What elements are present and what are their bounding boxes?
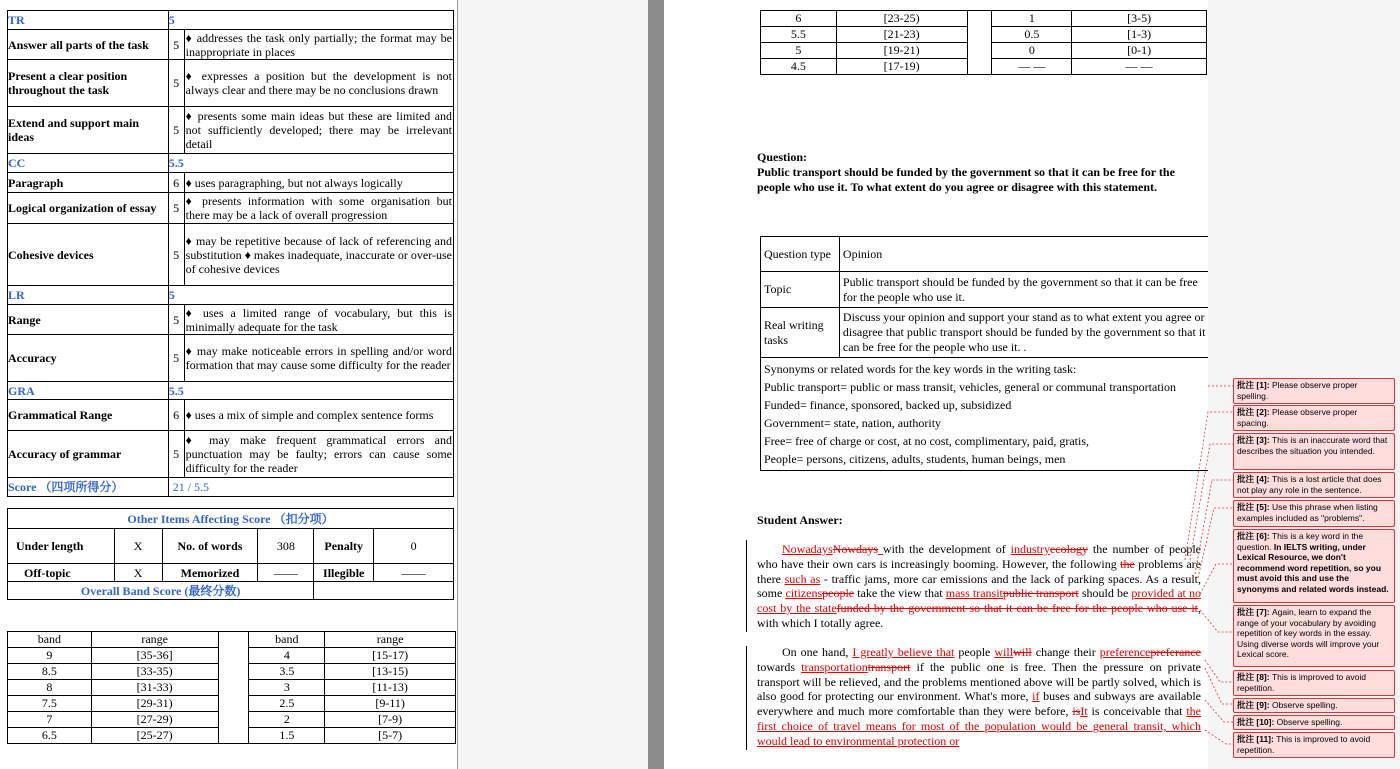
connector-line [1205,660,1233,682]
comment-6[interactable] [1233,529,1395,603]
comment-2[interactable] [1233,405,1395,431]
illegible-label: Illegible [314,564,374,582]
comment-tag: 批注 [4]: [1237,474,1270,484]
comment-7[interactable] [1233,605,1395,667]
comment-text: Observe spelling. [1274,717,1343,727]
essay-text: is conceivable that [1087,704,1187,719]
band-value: 1.5 [249,728,325,744]
comment-tag: 批注 [10]: [1237,717,1275,727]
essay-text: people [954,645,995,659]
comment-text: This is a lost article that does not play any role in the sentence. [1237,474,1382,495]
comment-text: This is improved to avoid repetition. [1237,672,1366,693]
essay-text: with the development of [882,542,1011,556]
essay-text: On one hand, [782,645,853,659]
cc-label: CC [8,154,169,173]
band-value: 4 [249,648,325,664]
insertion: if [1032,689,1040,704]
overall-band-label: Overall Band Score (最终分数) [8,582,314,600]
penalty-label: Penalty [314,529,374,564]
band-value: 2 [249,712,325,728]
band-value: 7 [8,712,92,728]
comment-tag: 批注 [1]: [1237,380,1270,390]
insertion: It [1080,704,1088,719]
band-value: 0 [992,43,1072,59]
range-value: [9-11) [325,696,456,712]
comment-text: Please observe proper spacing. [1237,407,1358,428]
deletion: Nowdays [832,542,878,556]
connector-line [1205,700,1233,722]
connector-line [1205,730,1233,744]
criterion-score: 5 [168,193,184,224]
synonym-line: Funded= finance, sponsored, backed up, subsidized [764,398,1012,412]
comment-4[interactable] [1233,472,1395,498]
connector-line [1205,668,1233,704]
comment-text: This is a key word in the question. [1237,531,1364,552]
band-value: 8 [8,680,92,696]
deletion: transport [867,659,911,674]
tr-score: 5 [168,11,453,30]
off-topic-label: Off-topic [8,564,115,582]
real-task-value: Discuss your opinion and support your stand as to what extent you agree or disagree that public transport should be funded by the government so that it can be free for the people who use it. . [839,308,1208,358]
essay-text: change their [1031,645,1100,659]
insertion: the first choice of travel means for most of the population would be general transit, which would lead to environmental protection or [757,704,1201,748]
cc-score: 5.5 [168,154,453,173]
criterion-label: Accuracy of grammar [8,431,169,478]
comment-text: Use this phrase when listing examples included as "problems". [1237,502,1378,523]
criterion-desc: ♦ presents information with some organisation but there may be a lack of overall progression [185,194,452,222]
range-value: — — [1072,59,1207,75]
range-value: [27-29) [91,712,218,728]
other-items-heading: Other Items Affecting Score （扣分项） [8,509,454,529]
real-task-label: Real writing tasks [761,308,840,358]
synonyms-title: Synonyms or related words for the key words in the writing task: [764,362,1077,376]
essay-text: take the view that [854,586,946,601]
criterion-score: 6 [168,400,184,431]
range-value: [3-5) [1072,11,1207,27]
comment-tag: 批注 [7]: [1237,607,1270,617]
question-type-value: Opinion [839,237,1208,272]
criterion-score: 5 [168,335,184,382]
connector-line [1185,412,1233,560]
range-value: [7-9) [325,712,456,728]
connector-line [1200,610,1233,632]
band-value: 3 [249,680,325,696]
gra-score: 5.5 [168,382,453,400]
comment-tag: 批注 [9]: [1237,700,1270,710]
gra-label: GRA [8,382,169,400]
band-value: 8.5 [8,664,92,680]
under-length-label: Under length [8,529,115,564]
deletion: is [1072,704,1081,719]
question-heading: Question: [757,150,808,164]
penalty-value: 0 [374,529,454,564]
range-value: [0-1) [1072,43,1207,59]
comment-9[interactable] [1233,698,1395,713]
comment-text: This is an inaccurate word that describes the situation you intended. [1237,435,1388,456]
comment-8[interactable] [1233,670,1395,696]
criterion-score: 5 [168,224,184,286]
criterion-desc: ♦ may make noticeable errors in spelling and/or word formation that may cause some difficulty for the reader [184,335,453,382]
essay-text: the number of people who have their own cars is increasingly booming. However, the following [757,542,1201,571]
comment-emphasis: In IELTS writing, under Lexical Resource, we don't recommend word repetition, so you must avoid this and use the synonyms and related words instead. [1237,541,1389,594]
comment-text: Again, learn to expand the range of your vocabulary by avoiding repetition of key words in the essay. Using diverse words will improve your Lexical score. [1237,607,1380,659]
range-value: [23-25) [836,11,967,27]
comment-10[interactable] [1233,715,1395,730]
synonym-line: Government= state, nation, authority [764,416,942,430]
criterion-desc: ♦ addresses the task only partially; the format may be inappropriate in places [185,30,452,59]
band-value: 3.5 [249,664,325,680]
criterion-label: Cohesive devices [8,224,169,286]
comment-11[interactable] [1233,732,1395,758]
comment-text: This is improved to avoid repetition. [1237,734,1371,755]
question-type-label: Question type [761,237,840,272]
band-value: 0.5 [992,27,1072,43]
criterion-label: Present a clear position throughout the task [8,60,169,107]
no-words-label: No. of words [162,529,258,564]
comment-tag: 批注 [6]: [1237,531,1270,541]
range-value: [11-13) [325,680,456,696]
criterion-desc: ♦ may make frequent grammatical errors and punctuation may be faulty; errors can cause some difficulty for the reader [184,431,453,478]
under-length-value: X [114,529,162,564]
range-header: range [91,632,218,648]
range-value: [31-33) [91,680,218,696]
comment-text: Please observe proper spelling. [1237,380,1358,401]
criterion-score: 5 [168,30,184,60]
insertion: I greatly believe that [852,645,955,659]
range-value: [29-31) [91,696,218,712]
criterion-label: Accuracy [8,335,169,382]
deletion: funded by the government so that it can be free for the people who use it [836,601,1198,616]
criterion-desc: ♦ expresses a position but the development is not always clear and there may be no conclusions drawn [184,60,453,107]
off-topic-value: X [114,564,162,582]
criterion-score: 5 [168,305,184,335]
insertion: transportation [801,659,868,674]
criterion-label: Answer all parts of the task [8,30,169,60]
deletion: preferance [1150,645,1201,659]
lr-score: 5 [168,286,453,305]
comment-tag: 批注 [8]: [1237,672,1270,682]
essay-text: buses and subways are available everywhere and much more comfortable than they were before, [757,689,1201,719]
question-text: Public transport should be funded by the government so that it can be free for the people who use it. To what extent do you agree or disagree with this statement. [757,165,1175,194]
topic-label: Topic [761,272,840,308]
criterion-score: 5 [168,107,184,154]
insertion: Nowadays [782,542,833,556]
topic-value: Public transport should be funded by the government so that it can be free for the people who use it. [839,272,1208,308]
comment-1[interactable] [1233,378,1395,404]
criterion-desc: ♦ uses paragraphing, but not always logically [184,173,453,193]
memorized-label: Memorized [162,564,258,582]
deletion: ecology [1049,542,1088,556]
student-answer-heading: Student Answer: [757,513,843,527]
connector-line [1200,564,1233,594]
range-value: [35-36] [91,648,218,664]
insertion: preference [1099,645,1151,659]
range-value: [1-3) [1072,27,1207,43]
criterion-label: Extend and support main ideas [8,107,169,154]
essay-text: , with which I totally agree. [757,601,1201,630]
criterion-label: Range [8,305,169,335]
tr-label: TR [8,11,169,30]
range-value: [21-23) [836,27,967,43]
range-value: [5-7) [325,728,456,744]
comment-text: Observe spelling. [1269,700,1338,710]
insertion: provided at no cost by the state [757,586,1202,616]
band-value: 1 [992,11,1072,27]
comment-tag: 批注 [11]: [1237,734,1274,744]
comment-5[interactable] [1233,500,1395,527]
essay-text: - traffic jams, more car emissions and the lack of parking spaces. As a result, some [757,571,1201,601]
comment-tag: 批注 [3]: [1237,435,1270,445]
essay-text: towards [757,659,802,674]
score-label: Score （四项所得分） [8,478,169,497]
criterion-label: Grammatical Range [8,400,169,431]
essay-text: problems are there [757,556,1201,586]
essay-text: should be [1078,586,1132,601]
range-value: [17-19) [836,59,967,75]
deletion: the [1120,556,1135,571]
illegible-value: —— [374,564,454,582]
comment-tag: 批注 [5]: [1237,502,1270,512]
memorized-value: —— [258,564,314,582]
lr-label: LR [8,286,169,305]
range-value: [13-15) [325,664,456,680]
essay-text: if the public one is free. Then the pressure on private transport will be relieved, and the problems mentioned above will be partly solved, which is also good for protecting our environment. What's more, [757,659,1201,704]
band-value: 6.5 [8,728,92,744]
band-header: band [249,632,325,648]
criterion-score: 6 [168,173,184,193]
insertion: industry [1010,542,1050,556]
criterion-label: Paragraph [8,173,169,193]
band-value: 4.5 [761,59,837,75]
criterion-desc: ♦ may be repetitive because of lack of referencing and substitution ♦ makes inadequate, inaccurate or over-use of cohesive devices [184,224,453,286]
no-words-value: 308 [258,529,314,564]
criterion-score: 5 [168,60,184,107]
band-value: 6 [761,11,837,27]
band-value: 5 [761,43,837,59]
band-value: 9 [8,648,92,664]
band-header: band [8,632,92,648]
connector-line [1190,444,1233,560]
score-value: 21 / 5.5 [168,478,453,497]
deletion: people [822,586,855,601]
insertion: such as [784,571,821,586]
connector-line [1195,480,1233,574]
criterion-score: 5 [168,431,184,478]
range-value: [19-21) [836,43,967,59]
insertion: citizens [785,586,823,601]
insertion: mass transit [945,586,1003,601]
synonym-line: Free= free of charge or cost, at no cost, complimentary, paid, gratis, [764,434,1089,448]
band-value: 5.5 [761,27,837,43]
deletion: public transport [1002,586,1079,601]
synonym-line: Public transport= public or mass transit, vehicles, general or communal transportation [764,380,1177,394]
band-value: — — [992,59,1072,75]
synonym-line: People= persons, citizens, adults, students, human beings, men [764,452,1066,466]
criterion-label: Logical organization of essay [8,193,169,224]
range-value: [15-17) [325,648,456,664]
range-header: range [325,632,456,648]
range-value: [33-35) [91,664,218,680]
criterion-desc: ♦ presents some main ideas but these are limited and not sufficiently developed; there may be irrelevant detail [184,107,453,154]
range-value: [25-27) [91,728,218,744]
band-value: 7.5 [8,696,92,712]
insertion: will [994,645,1014,659]
comment-3[interactable] [1233,433,1395,470]
deletion: will [1013,645,1032,659]
criterion-desc: ♦ uses a limited range of vocabulary, but this is minimally adequate for the task [185,305,452,334]
connector-line [1198,508,1233,578]
comment-tag: 批注 [2]: [1237,407,1270,417]
criterion-desc: ♦ uses a mix of simple and complex sentence forms [184,400,453,431]
band-value: 2.5 [249,696,325,712]
